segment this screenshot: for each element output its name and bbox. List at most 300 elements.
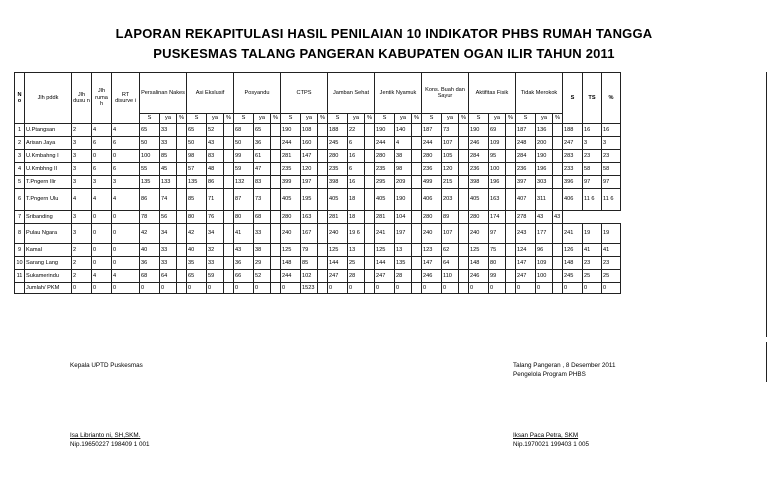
subheader-cell: % (412, 114, 422, 124)
row-cell: 0 (489, 283, 506, 294)
row-cell: 3 (72, 163, 92, 176)
row-cell: 3 (92, 176, 112, 189)
row-cell: 0 (112, 150, 140, 163)
row-cell: 140 (395, 124, 412, 137)
row-cell: 79 (301, 244, 318, 257)
row-cell (412, 257, 422, 270)
row-cell: 0 (254, 283, 271, 294)
row-cell (271, 270, 281, 283)
row-cell: 22 (348, 124, 365, 137)
header-jamban-sehat: Jamban Sehat (328, 73, 375, 114)
row-cell: 50 (187, 137, 207, 150)
row-cell: 35 (187, 257, 207, 270)
row-cell: 0 (92, 224, 112, 244)
row-cell: 167 (301, 224, 318, 244)
row-cell (177, 257, 187, 270)
row-cell (224, 176, 234, 189)
signature-right-name: Iksan Paca Petra, SKM (513, 432, 579, 439)
row-cell: 16 (583, 124, 602, 137)
row-number: 2 (15, 137, 25, 150)
row-cell: 109 (489, 137, 506, 150)
row-cell: 100 (140, 150, 160, 163)
row-cell: 295 (375, 176, 395, 189)
row-cell: 0 (516, 283, 536, 294)
row-cell: 124 (516, 244, 536, 257)
row-cell: 2 (72, 244, 92, 257)
row-cell (459, 283, 469, 294)
row-cell (553, 150, 563, 163)
row-cell (412, 270, 422, 283)
row-cell: 190 (281, 124, 301, 137)
row-cell: 190 (395, 189, 412, 211)
row-cell (177, 137, 187, 150)
row-cell: 80 (489, 257, 506, 270)
row-cell: 280 (422, 211, 442, 224)
row-cell: 34 (160, 224, 177, 244)
row-cell (271, 124, 281, 137)
row-cell: 244 (375, 137, 395, 150)
row-cell: 83 (207, 150, 224, 163)
row-cell: 283 (563, 150, 583, 163)
row-cell (506, 124, 516, 137)
row-number: 5 (15, 176, 25, 189)
row-cell: 33 (160, 124, 177, 137)
row-cell: 33 (254, 224, 271, 244)
row-cell: 50 (234, 137, 254, 150)
row-cell: 65 (187, 270, 207, 283)
row-cell: 396 (563, 176, 583, 189)
subheader-cell: S (140, 114, 160, 124)
row-cell: 196 (536, 163, 553, 176)
row-cell: 0 (92, 257, 112, 270)
row-cell: 244 (281, 137, 301, 150)
row-cell: 0 (112, 257, 140, 270)
row-cell (412, 124, 422, 137)
row-cell: 45 (160, 163, 177, 176)
row-cell: 123 (422, 244, 442, 257)
row-cell (412, 211, 422, 224)
row-cell (271, 176, 281, 189)
header-aktifitas-fisik: Aktifitas Fisik (469, 73, 516, 114)
row-cell (553, 189, 563, 211)
subheader-cell: S (234, 114, 254, 124)
row-cell: 64 (160, 270, 177, 283)
row-cell: 188 (328, 124, 348, 137)
row-cell: 284 (516, 150, 536, 163)
subheader-cell: S (187, 114, 207, 124)
row-cell: 33 (160, 137, 177, 150)
row-cell: 3 (72, 224, 92, 244)
row-cell (506, 211, 516, 224)
row-cell: 398 (328, 176, 348, 189)
row-cell: 235 (281, 163, 301, 176)
row-cell: 4 (112, 270, 140, 283)
row-cell: 0 (348, 283, 365, 294)
row-cell: 6 (112, 137, 140, 150)
row-cell (506, 257, 516, 270)
row-cell: 42 (187, 224, 207, 244)
row-cell: 4 (395, 137, 412, 150)
row-cell: 405 (375, 189, 395, 211)
row-cell: 177 (536, 224, 553, 244)
report-title-line-1: LAPORAN REKAPITULASI HASIL PENILAIAN 10 INDIKATOR PHBS RUMAH TANGGA (115, 26, 653, 41)
row-cell: 41 (234, 224, 254, 244)
row-cell (553, 257, 563, 270)
row-cell (412, 189, 422, 211)
row-cell: 190 (375, 124, 395, 137)
row-cell: 25 (602, 270, 621, 283)
row-cell: 23 (583, 150, 602, 163)
row-cell: 280 (328, 150, 348, 163)
row-cell: 240 (422, 224, 442, 244)
row-cell: 13 (395, 244, 412, 257)
row-cell (506, 224, 516, 244)
row-cell: 0 (187, 283, 207, 294)
row-cell (177, 270, 187, 283)
row-cell (459, 244, 469, 257)
row-cell (177, 150, 187, 163)
row-cell: 280 (281, 211, 301, 224)
row-cell: 200 (536, 137, 553, 150)
subheader-cell: ya (536, 114, 553, 124)
row-cell: 0 (469, 283, 489, 294)
row-cell (177, 211, 187, 224)
row-cell: 36 (140, 257, 160, 270)
row-cell: 56 (160, 211, 177, 224)
header-asi-ekslusif: Asi Ekslusif (187, 73, 234, 114)
row-cell: 195 (301, 189, 318, 211)
row-cell (177, 176, 187, 189)
subheader-cell: S (422, 114, 442, 124)
row-cell (224, 270, 234, 283)
row-cell: 397 (516, 176, 536, 189)
row-cell: 33 (160, 257, 177, 270)
row-cell: 80 (234, 211, 254, 224)
row-cell: 2 (72, 257, 92, 270)
row-cell: 36 (254, 137, 271, 150)
row-cell: 0 (112, 283, 140, 294)
row-number: 11 (15, 270, 25, 283)
row-cell: 50 (140, 137, 160, 150)
row-cell: 132 (234, 176, 254, 189)
row-cell: 62 (442, 244, 459, 257)
row-cell: 147 (516, 257, 536, 270)
row-cell: 3 (112, 176, 140, 189)
row-cell (318, 176, 328, 189)
row-cell: 203 (442, 189, 459, 211)
subheader-cell: ya (207, 114, 224, 124)
row-cell (459, 137, 469, 150)
row-cell (412, 150, 422, 163)
row-cell: 0 (92, 283, 112, 294)
row-cell (365, 150, 375, 163)
header-no: N o (15, 73, 25, 124)
row-cell: 136 (536, 124, 553, 137)
row-cell: 80 (187, 211, 207, 224)
row-cell (459, 257, 469, 270)
header-ts: TS (583, 73, 602, 124)
row-cell: 148 (469, 257, 489, 270)
row-cell: 236 (516, 163, 536, 176)
row-cell: 110 (442, 270, 459, 283)
row-number: 7 (15, 211, 25, 224)
table-row (15, 211, 621, 224)
row-cell: 4 (92, 270, 112, 283)
row-cell: 0 (442, 283, 459, 294)
header-s: S (563, 73, 583, 124)
row-cell (318, 163, 328, 176)
row-cell: 108 (301, 124, 318, 137)
row-desa: T.Pngern Ulu (25, 189, 72, 211)
row-number: 9 (15, 244, 25, 257)
header-ctps: CTPS (281, 73, 328, 114)
row-cell: 28 (395, 270, 412, 283)
header-percent: % (602, 73, 621, 124)
row-cell: 163 (301, 211, 318, 224)
row-cell: 59 (207, 270, 224, 283)
row-cell: 160 (301, 137, 318, 150)
row-cell: 0 (422, 283, 442, 294)
row-cell: 0 (207, 283, 224, 294)
row-cell: 246 (469, 137, 489, 150)
row-cell (224, 211, 234, 224)
row-cell: 241 (563, 224, 583, 244)
row-cell: 0 (112, 244, 140, 257)
row-desa: U.Kmbahng I (25, 150, 72, 163)
row-cell: 247 (328, 270, 348, 283)
signature-left-name-block (70, 431, 149, 449)
signature-right-role: Pengelola Program PHBS (513, 371, 586, 378)
row-cell: 6 (112, 163, 140, 176)
table-row (15, 176, 621, 189)
subheader-cell: % (271, 114, 281, 124)
subheader-cell: ya (395, 114, 412, 124)
row-cell: 18 (348, 189, 365, 211)
row-desa: Sukamerindu (25, 270, 72, 283)
row-cell: 3 (72, 137, 92, 150)
table-row (15, 224, 621, 244)
row-cell: 41 (602, 244, 621, 257)
row-cell: 68 (254, 211, 271, 224)
row-cell: 281 (375, 211, 395, 224)
row-cell: 247 (516, 270, 536, 283)
row-cell (553, 137, 563, 150)
subheader-cell: ya (301, 114, 318, 124)
row-cell (459, 211, 469, 224)
row-cell: 188 (563, 124, 583, 137)
row-cell: 58 (583, 163, 602, 176)
row-cell: 65 (140, 124, 160, 137)
row-cell: 190 (536, 150, 553, 163)
row-cell: 25 (348, 257, 365, 270)
signature-left (70, 361, 143, 370)
row-cell: 278 (516, 211, 536, 224)
row-cell (271, 189, 281, 211)
row-cell: 34 (207, 224, 224, 244)
subheader-cell: ya (442, 114, 459, 124)
row-cell: 125 (281, 244, 301, 257)
row-cell: 32 (207, 244, 224, 257)
subheader-cell: % (506, 114, 516, 124)
row-cell (459, 176, 469, 189)
row-cell: 163 (489, 189, 506, 211)
row-desa: Pulau Ngara (25, 224, 72, 244)
row-cell: 280 (422, 150, 442, 163)
row-cell: 120 (301, 163, 318, 176)
row-cell: 246 (422, 270, 442, 283)
table-row (15, 257, 621, 270)
row-cell: 0 (112, 224, 140, 244)
row-cell (365, 189, 375, 211)
row-cell (271, 224, 281, 244)
row-cell: 52 (254, 270, 271, 283)
row-cell: 97 (583, 176, 602, 189)
row-cell (553, 163, 563, 176)
row-cell: 95 (489, 150, 506, 163)
row-cell: 13 (348, 244, 365, 257)
row-cell: 6 (348, 137, 365, 150)
header-rt: RT disurve i (112, 73, 140, 124)
row-cell (459, 189, 469, 211)
signature-right-nip: Nip.1970021 199403 1 005 (513, 441, 589, 448)
row-cell: 0 (281, 283, 301, 294)
row-cell: 85 (301, 257, 318, 270)
row-cell (271, 150, 281, 163)
subheader-cell: S (469, 114, 489, 124)
row-cell: 36 (234, 257, 254, 270)
row-number: 10 (15, 257, 25, 270)
row-cell: 98 (395, 163, 412, 176)
row-cell: 16 (602, 124, 621, 137)
row-cell (506, 244, 516, 257)
header-desa: Jlh pddk (25, 73, 72, 124)
row-cell: 69 (489, 124, 506, 137)
row-cell: 245 (563, 270, 583, 283)
subheader-cell: S (281, 114, 301, 124)
row-cell (365, 124, 375, 137)
row-cell (553, 176, 563, 189)
row-cell (365, 244, 375, 257)
row-desa: T.Pngern Ilir (25, 176, 72, 189)
row-cell (318, 283, 328, 294)
row-cell (318, 257, 328, 270)
row-cell: 97 (489, 224, 506, 244)
row-cell: 246 (469, 270, 489, 283)
row-desa: U.Kmbhng II (25, 163, 72, 176)
row-cell (365, 137, 375, 150)
row-cell (318, 211, 328, 224)
row-cell: 247 (563, 137, 583, 150)
row-cell: 4 (92, 189, 112, 211)
header-posyandu: Posyandu (234, 73, 281, 114)
row-cell (224, 163, 234, 176)
row-cell (459, 270, 469, 283)
row-cell: 74 (160, 189, 177, 211)
row-cell: 107 (442, 224, 459, 244)
signature-left-role: Kepala UPTD Puskesmas (70, 362, 143, 369)
row-cell: 236 (469, 163, 489, 176)
row-cell: 96 (536, 244, 553, 257)
row-cell: 38 (254, 244, 271, 257)
row-cell: 100 (536, 270, 553, 283)
row-cell: 97 (602, 176, 621, 189)
row-cell (318, 124, 328, 137)
row-cell: 190 (469, 124, 489, 137)
row-cell (459, 124, 469, 137)
row-cell (318, 189, 328, 211)
row-cell: 281 (281, 150, 301, 163)
row-cell: 215 (442, 176, 459, 189)
row-cell (271, 163, 281, 176)
row-cell (224, 150, 234, 163)
row-cell: 25 (583, 270, 602, 283)
row-cell (506, 163, 516, 176)
row-cell: 64 (442, 257, 459, 270)
row-cell: 0 (395, 283, 412, 294)
row-cell: 1523 (301, 283, 318, 294)
row-cell: 0 (563, 283, 583, 294)
subheader-cell: ya (489, 114, 506, 124)
row-cell: 89 (442, 211, 459, 224)
signature-right-name-block (513, 431, 589, 449)
row-cell: 73 (442, 124, 459, 137)
row-cell: 0 (234, 283, 254, 294)
row-cell: 209 (395, 176, 412, 189)
row-cell: 0 (375, 283, 395, 294)
row-cell (271, 137, 281, 150)
header-kons-buah-sayur: Kons. Buah dan Sayur (422, 73, 469, 114)
row-cell (224, 257, 234, 270)
row-cell: 6 (348, 163, 365, 176)
row-cell: 144 (375, 257, 395, 270)
row-cell (318, 137, 328, 150)
row-cell: 65 (254, 124, 271, 137)
row-cell: 73 (254, 189, 271, 211)
row-number (15, 283, 25, 294)
row-cell: 23 (583, 257, 602, 270)
row-cell: 125 (328, 244, 348, 257)
row-cell (412, 137, 422, 150)
row-cell: 241 (375, 224, 395, 244)
row-cell: 398 (469, 176, 489, 189)
subheader-cell: % (459, 114, 469, 124)
row-cell (365, 163, 375, 176)
row-cell: 57 (187, 163, 207, 176)
row-cell: 311 (536, 189, 553, 211)
row-cell (224, 283, 234, 294)
row-cell: 243 (516, 224, 536, 244)
row-cell: 187 (516, 124, 536, 137)
row-desa: Sarang Lang (25, 257, 72, 270)
row-cell: 38 (395, 150, 412, 163)
row-number: 3 (15, 150, 25, 163)
row-cell: 147 (301, 150, 318, 163)
row-cell: 187 (422, 124, 442, 137)
row-cell: 29 (254, 257, 271, 270)
header-dusun: Jlh dusu n (72, 73, 92, 124)
row-cell: 0 (140, 283, 160, 294)
row-number: 4 (15, 163, 25, 176)
row-cell: 240 (281, 224, 301, 244)
row-cell (224, 124, 234, 137)
row-cell: 68 (140, 270, 160, 283)
row-cell: 76 (207, 211, 224, 224)
row-cell: 11 6 (583, 189, 602, 211)
row-cell (506, 270, 516, 283)
row-cell (506, 283, 516, 294)
row-cell (365, 211, 375, 224)
table-row (15, 244, 621, 257)
